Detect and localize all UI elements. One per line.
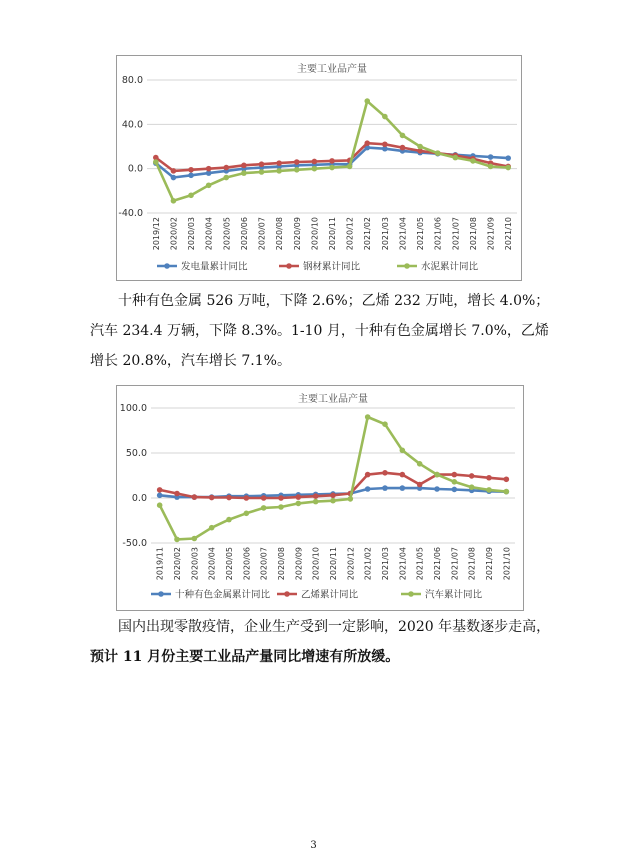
legend-marker [158, 591, 164, 597]
legend-label: 十种有色金属累计同比 [175, 589, 271, 601]
legend-marker [286, 263, 292, 269]
data-point-series-3 [330, 498, 336, 504]
data-point-series-3 [296, 501, 302, 507]
data-point-series-2 [192, 494, 198, 500]
data-point-series-3 [400, 448, 406, 454]
data-point-series-3 [453, 155, 459, 161]
x-tick-label: 2021/10 [502, 547, 512, 581]
x-tick-label: 2021/04 [398, 547, 408, 581]
legend-label: 水泥累计同比 [421, 261, 479, 273]
data-point-series-3 [261, 505, 267, 511]
legend-label: 钢材累计同比 [303, 261, 361, 273]
data-point-series-3 [206, 182, 212, 188]
data-point-series-3 [312, 166, 318, 172]
x-tick-label: 2020/02 [173, 547, 182, 581]
data-point-series-3 [382, 421, 388, 427]
data-point-series-3 [157, 502, 163, 508]
x-tick-label: 2020/07 [259, 547, 269, 581]
data-point-series-3 [188, 192, 194, 198]
y-tick-label: 100.0 [119, 403, 147, 414]
series-line-3 [160, 417, 507, 539]
data-point-series-3 [313, 499, 319, 505]
data-point-series-3 [347, 164, 353, 170]
x-tick-label: 2019/12 [151, 217, 161, 251]
data-point-series-1 [488, 154, 494, 160]
legend-marker [284, 591, 290, 597]
data-point-series-2 [313, 493, 319, 499]
x-tick-label: 2021/05 [416, 217, 426, 251]
data-point-series-1 [365, 486, 371, 492]
chart-svg [117, 56, 521, 280]
x-tick-label: 2020/08 [275, 217, 285, 251]
x-tick-label: 2020/11 [329, 547, 338, 581]
x-tick-label: 2021/09 [486, 217, 496, 251]
data-point-series-2 [469, 473, 475, 479]
x-tick-label: 2021/07 [450, 547, 460, 581]
data-point-series-1 [505, 155, 511, 161]
data-point-series-3 [174, 537, 180, 543]
x-tick-label: 2021/09 [485, 547, 494, 581]
data-point-series-3 [278, 504, 284, 510]
data-point-series-2 [174, 491, 180, 497]
data-point-series-2 [171, 168, 177, 174]
data-point-series-2 [486, 475, 492, 481]
x-tick-label: 2021/06 [433, 217, 443, 251]
x-tick-label: 2020/09 [292, 217, 302, 251]
chart-primary-industrial-output-1 [116, 55, 522, 281]
data-point-series-3 [452, 479, 458, 485]
data-point-series-2 [259, 161, 265, 167]
page-number: 3 [310, 840, 317, 851]
data-point-series-1 [157, 493, 163, 499]
y-tick-label: -50.0 [122, 538, 147, 549]
x-tick-label: 2020/05 [222, 217, 232, 251]
data-point-series-2 [329, 158, 335, 164]
data-point-series-3 [259, 169, 265, 175]
x-tick-label: 2020/03 [187, 217, 197, 251]
data-point-series-3 [505, 165, 511, 171]
data-point-series-2 [382, 141, 388, 147]
data-point-series-3 [223, 175, 229, 181]
legend-label: 乙烯累计同比 [301, 589, 359, 601]
data-point-series-3 [470, 158, 476, 164]
y-tick-label: 0.0 [131, 493, 147, 504]
data-point-series-3 [469, 484, 475, 490]
data-point-series-3 [382, 114, 388, 120]
data-point-series-3 [504, 489, 510, 495]
x-tick-label: 2020/04 [204, 217, 214, 251]
x-tick-label: 2020/09 [294, 547, 304, 581]
data-point-series-3 [400, 133, 406, 139]
x-tick-label: 2020/04 [207, 547, 217, 581]
x-tick-label: 2021/02 [363, 217, 373, 251]
chart-title: 主要工业品产量 [298, 394, 368, 405]
legend-label: 汽车累计同比 [425, 589, 483, 601]
data-point-series-2 [261, 495, 267, 501]
data-point-series-1 [382, 485, 388, 491]
x-tick-label: 2021/05 [415, 547, 425, 581]
y-tick-label: -40.0 [118, 208, 143, 219]
data-point-series-3 [348, 496, 354, 502]
data-point-series-3 [276, 168, 282, 174]
data-point-series-3 [488, 164, 494, 170]
data-point-series-2 [400, 472, 406, 478]
x-tick-label: 2020/05 [225, 547, 234, 581]
data-point-series-2 [452, 472, 458, 478]
data-point-series-3 [365, 414, 371, 420]
x-tick-label: 2021/06 [433, 547, 442, 581]
legend-marker [164, 263, 170, 269]
data-point-series-3 [192, 536, 198, 542]
chart-svg [117, 386, 523, 610]
data-point-series-3 [153, 159, 159, 165]
y-tick-label: 50.0 [125, 448, 147, 459]
data-point-series-3 [417, 144, 423, 150]
data-point-series-1 [188, 173, 194, 179]
data-point-series-3 [364, 98, 370, 104]
data-point-series-2 [157, 487, 163, 493]
data-point-series-3 [171, 198, 177, 204]
data-point-series-3 [209, 525, 215, 531]
paragraph-text: 十种有色金属 526 万吨，下降 2.6%；乙烯 232 万吨，增长 4.0%；汽车 234.4 万辆，下降 8.3%。1-10 月，十种有色金属增长 7.0%，乙烯增长 20.8%，汽车增长 7.1%。 [90, 293, 550, 369]
x-tick-label: 2020/07 [257, 217, 267, 251]
data-point-series-1 [452, 487, 458, 493]
data-point-series-1 [434, 486, 440, 492]
x-tick-label: 2021/04 [398, 217, 408, 251]
x-tick-label: 2020/03 [190, 547, 200, 581]
data-point-series-2 [206, 166, 212, 172]
data-point-series-2 [188, 167, 194, 173]
data-point-series-3 [226, 517, 232, 523]
x-tick-label: 2020/06 [242, 547, 252, 581]
x-tick-label: 2020/08 [277, 547, 286, 581]
x-tick-label: 2021/03 [381, 547, 390, 581]
paragraph-nonferrous-ethylene-auto [90, 286, 560, 376]
data-point-series-2 [382, 470, 388, 476]
paragraph-bold-conclusion: 预计 11 月份主要工业品产量同比增速有所放缓。 [90, 649, 400, 665]
x-tick-label: 2021/07 [451, 217, 461, 251]
chart-title: 主要工业品产量 [297, 64, 367, 75]
data-point-series-3 [417, 461, 423, 467]
legend-marker [404, 263, 410, 269]
x-tick-label: 2020/12 [346, 547, 356, 581]
y-tick-label: 80.0 [121, 75, 143, 86]
y-tick-label: 0.0 [127, 163, 143, 175]
data-point-series-2 [365, 472, 371, 478]
data-point-series-2 [296, 494, 302, 500]
data-point-series-2 [364, 140, 370, 146]
data-point-series-2 [294, 159, 300, 165]
data-point-series-2 [417, 482, 423, 488]
data-point-series-2 [504, 476, 510, 482]
data-point-series-2 [223, 165, 229, 171]
data-point-series-2 [241, 163, 247, 169]
data-point-series-3 [329, 165, 335, 171]
x-tick-label: 2021/03 [380, 217, 390, 251]
legend-label: 发电量累计同比 [181, 261, 248, 273]
x-tick-label: 2020/10 [310, 217, 320, 251]
data-point-series-2 [312, 159, 318, 165]
data-point-series-1 [400, 485, 406, 491]
x-tick-label: 2020/02 [169, 217, 179, 251]
x-tick-label: 2021/10 [504, 217, 514, 251]
x-tick-label: 2020/11 [328, 217, 337, 251]
data-point-series-2 [244, 495, 250, 501]
data-point-series-2 [400, 145, 406, 151]
x-tick-label: 2021/08 [468, 217, 478, 251]
x-tick-label: 2021/08 [467, 547, 477, 581]
x-tick-label: 2020/12 [345, 217, 355, 251]
x-tick-label: 2020/10 [311, 547, 321, 581]
legend-marker [408, 591, 414, 597]
x-tick-label: 2019/11 [155, 547, 165, 581]
data-point-series-1 [171, 175, 177, 181]
data-point-series-2 [330, 493, 336, 499]
data-point-series-3 [486, 487, 492, 493]
paragraph-outlook [90, 612, 560, 672]
data-point-series-3 [434, 472, 440, 478]
x-tick-label: 2020/06 [239, 217, 249, 251]
data-point-series-3 [244, 511, 250, 517]
data-point-series-2 [226, 495, 232, 501]
data-point-series-2 [278, 495, 284, 501]
data-point-series-3 [294, 167, 300, 173]
chart-primary-industrial-output-2 [116, 385, 524, 611]
data-point-series-2 [209, 495, 215, 501]
paragraph-text: 国内出现零散疫情，企业生产受到一定影响，2020 年基数逐步走高， [118, 619, 551, 635]
x-tick-label: 2021/02 [363, 547, 373, 581]
data-point-series-2 [276, 160, 282, 166]
data-point-series-3 [435, 150, 441, 156]
y-tick-label: 40.0 [121, 119, 143, 131]
data-point-series-3 [241, 170, 247, 176]
